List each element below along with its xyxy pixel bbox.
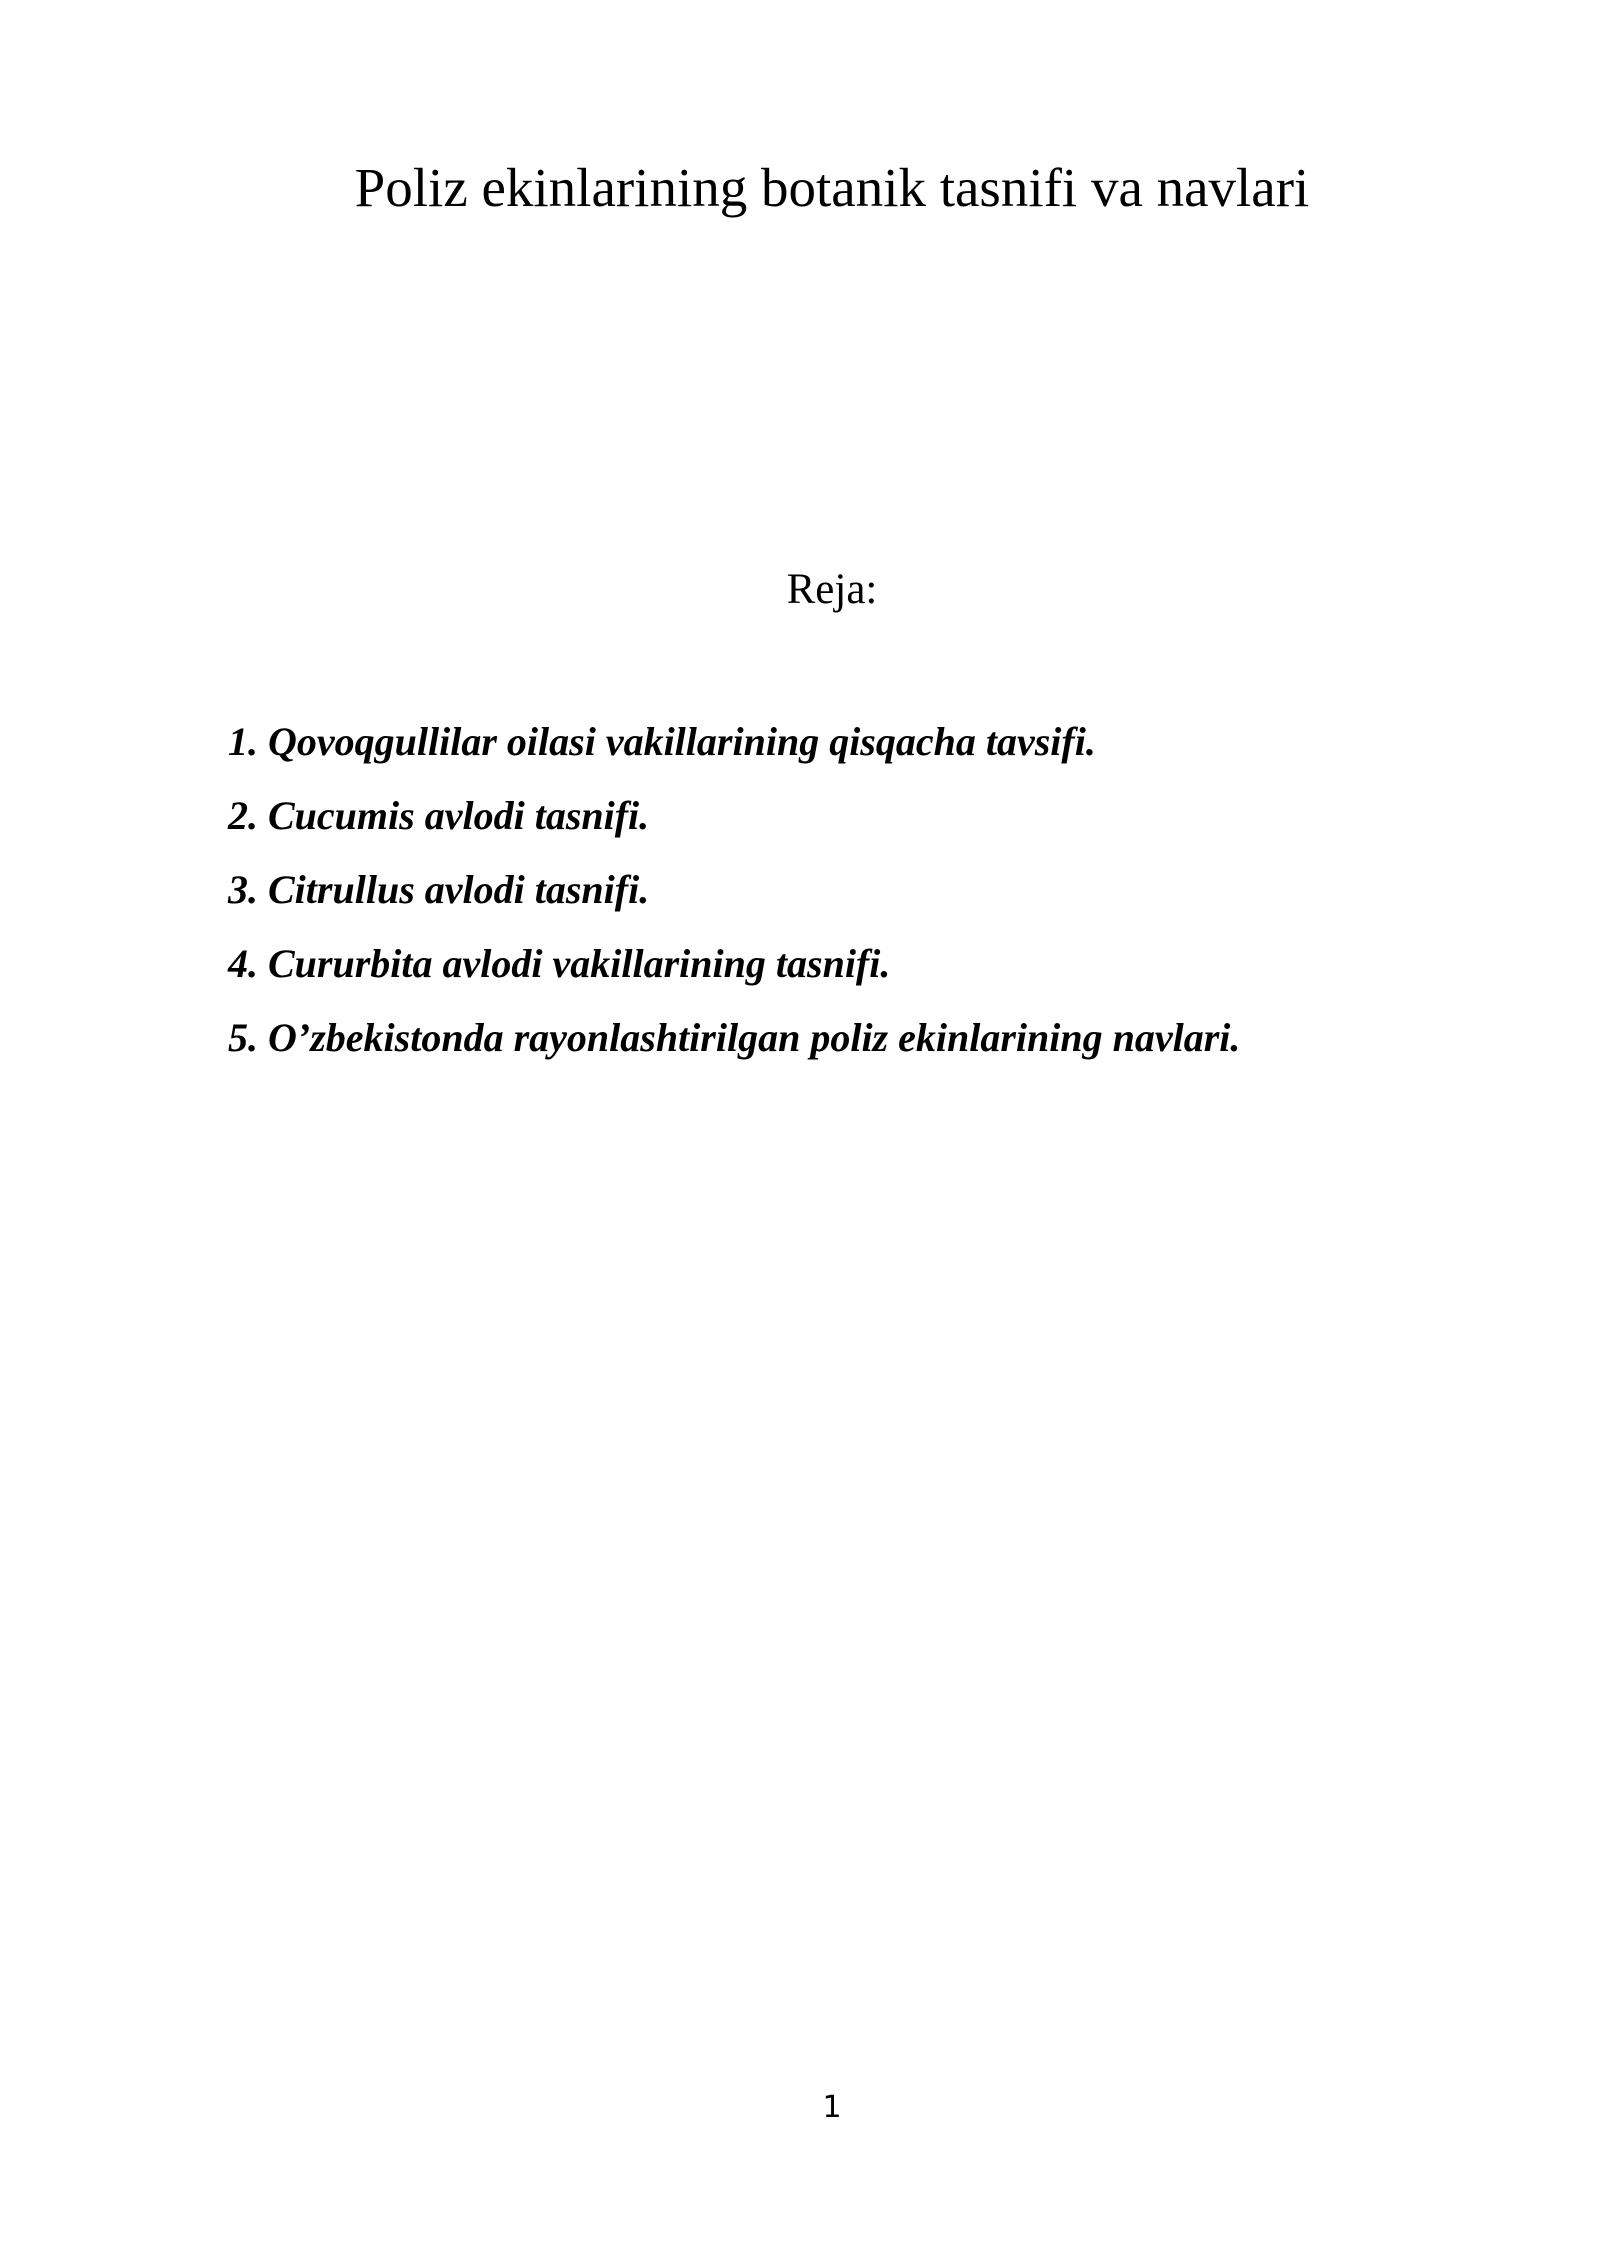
plan-item-number: 1. xyxy=(228,719,258,764)
plan-item xyxy=(228,936,1428,1010)
plan-item-text: Citrullus avlodi tasnifi. xyxy=(268,867,650,912)
page-number: 1 xyxy=(822,2090,842,2125)
plan-item xyxy=(228,862,1428,936)
plan-heading: Reja: xyxy=(786,566,878,613)
plan-item-number: 4. xyxy=(228,941,258,986)
plan-item xyxy=(228,788,1428,862)
plan-list xyxy=(228,714,1428,1084)
plan-item xyxy=(228,714,1428,788)
plan-item-number: 2. xyxy=(228,793,258,838)
plan-item-text: Cururbita avlodi vakillarining tasnifi. xyxy=(268,941,891,986)
plan-item-number: 5. xyxy=(228,1015,258,1060)
document-title: Poliz ekinlarining botanik tasnifi va navlari xyxy=(354,157,1310,218)
plan-item-number: 3. xyxy=(228,867,258,912)
plan-item-text: Qovoqgullilar oilasi vakillarining qisqacha tavsifi. xyxy=(268,719,1096,764)
plan-item xyxy=(228,1010,1428,1084)
plan-item-text: Cucumis avlodi tasnifi. xyxy=(268,793,650,838)
plan-item-text: O’zbekistonda rayonlashtirilgan poliz ekinlarining navlari. xyxy=(268,1015,1241,1060)
